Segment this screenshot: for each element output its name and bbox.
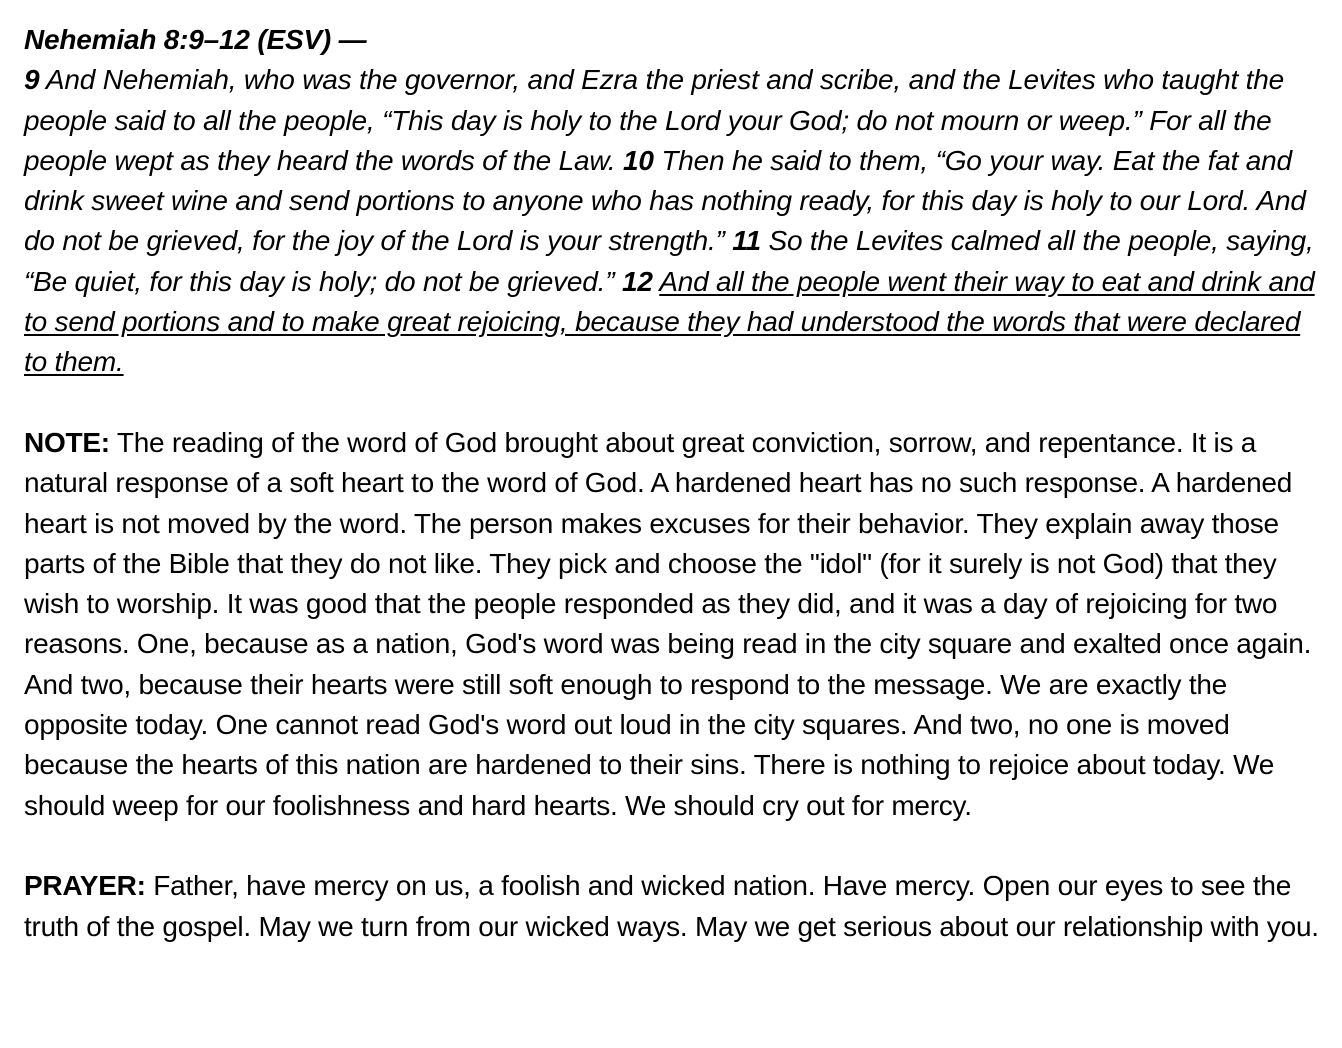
verse-number: 11 bbox=[732, 225, 761, 257]
note-paragraph bbox=[24, 423, 1324, 826]
prayer-label: PRAYER: bbox=[24, 870, 146, 902]
prayer-text: Father, have mercy on us, a foolish and wicked nation. Have mercy. Open our eyes to see the truth of the gospel. May we turn from our wicked ways. May we get serious about our relationship with you. bbox=[24, 870, 1319, 942]
note-text: The reading of the word of God brought about great conviction, sorrow, and repentance. It is a natural response of a soft heart to the word of God. A hardened heart has no such response. A hardened heart is not moved by the word. The person makes excuses for their behavior. They explain away those parts of the Bible that they do not like. They pick and choose the "idol" (for it surely is not God) that they wish to worship. It was good that the people responded as they did, and it was a day of rejoicing for two reasons. One, because as a nation, God's word was being read in the city square and exalted once again. And two, because their hearts were still soft enough to respond to the message. We are exactly the opposite today. One cannot read God's word out loud in the city squares. And two, no one is moved because the hearts of this nation are hardened to their sins. There is nothing to rejoice about today. We should weep for our foolishness and hard hearts. We should cry out for mercy. bbox=[24, 426, 1312, 821]
note-label: NOTE: bbox=[24, 426, 110, 458]
scripture-passage bbox=[24, 20, 1324, 383]
verse-number: 10 bbox=[623, 144, 654, 176]
verse-number: 9 bbox=[24, 64, 40, 96]
document-page bbox=[24, 20, 1324, 947]
underlined-verse-text: And all the people went their way to eat and drink and to send portions and to make great rejoicing, because they had understood the words that were declared to them. bbox=[24, 265, 1315, 378]
verse-text: Then he said to them, “Go your way. Eat the fat and drink sweet wine and send portions to anyone who has nothing ready, for this day is holy to our Lord. And do not be grieved, for the joy of the Lord is your strength.” bbox=[24, 144, 1306, 257]
verse-number: 12 bbox=[621, 265, 653, 297]
prayer-paragraph bbox=[24, 866, 1324, 947]
verse-text: So the Levites calmed all the people, saying, “Be quiet, for this day is holy; do not be grieved.” bbox=[24, 225, 1314, 297]
passage-reference: Nehemiah 8:9–12 (ESV) — bbox=[24, 24, 367, 55]
verse-text: And Nehemiah, who was the governor, and Ezra the priest and scribe, and the Levites who taught the people said to all the people, “This day is holy to the Lord your God; do not mourn or weep.” For all the people wept as they heard the words of the Law. bbox=[24, 64, 1284, 176]
